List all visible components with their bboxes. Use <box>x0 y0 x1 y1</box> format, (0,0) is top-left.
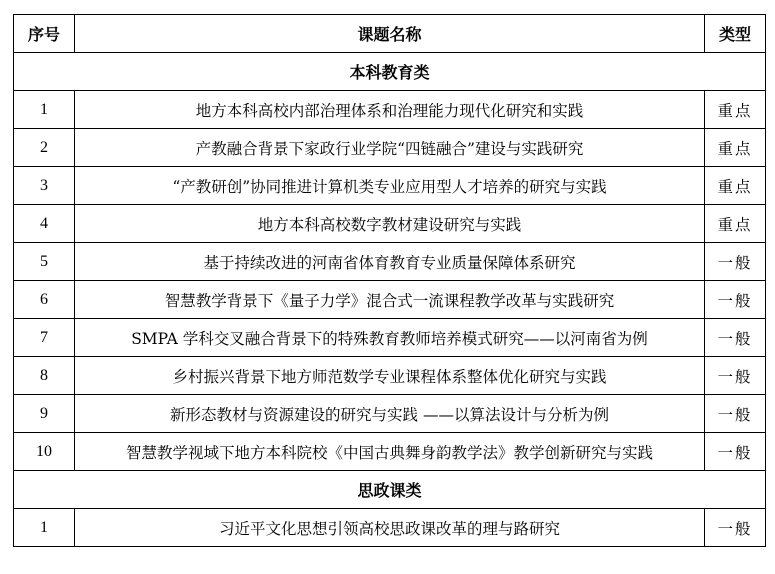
row-type: 一般 <box>705 509 766 547</box>
project-table <box>13 14 766 547</box>
row-type: 一般 <box>705 357 766 395</box>
row-type: 重点 <box>705 167 766 205</box>
table-row <box>14 319 766 357</box>
row-number: 1 <box>14 91 75 129</box>
row-title: 产教融合背景下家政行业学院“四链融合”建设与实践研究 <box>75 129 705 167</box>
row-type: 一般 <box>705 433 766 471</box>
table-row <box>14 205 766 243</box>
table-row <box>14 129 766 167</box>
table-row <box>14 281 766 319</box>
table-row <box>14 167 766 205</box>
row-type: 一般 <box>705 319 766 357</box>
table-row <box>14 395 766 433</box>
row-title: 乡村振兴背景下地方师范数学专业课程体系整体优化研究与实践 <box>75 357 705 395</box>
table-row <box>14 357 766 395</box>
row-number: 10 <box>14 433 75 471</box>
table-row <box>14 509 766 547</box>
table-header-row <box>14 15 766 53</box>
section-heading: 本科教育类 <box>14 53 766 91</box>
header-type: 类型 <box>705 15 766 53</box>
row-title: “产教研创”协同推进计算机类专业应用型人才培养的研究与实践 <box>75 167 705 205</box>
row-type: 重点 <box>705 129 766 167</box>
table-row <box>14 243 766 281</box>
row-title: 基于持续改进的河南省体育教育专业质量保障体系研究 <box>75 243 705 281</box>
row-title: 地方本科高校内部治理体系和治理能力现代化研究和实践 <box>75 91 705 129</box>
row-type: 重点 <box>705 91 766 129</box>
header-title: 课题名称 <box>75 15 705 53</box>
row-type: 一般 <box>705 395 766 433</box>
row-number: 4 <box>14 205 75 243</box>
row-number: 9 <box>14 395 75 433</box>
row-title: 习近平文化思想引领高校思政课改革的理与路研究 <box>75 509 705 547</box>
header-no: 序号 <box>14 15 75 53</box>
row-number: 5 <box>14 243 75 281</box>
row-title: 新形态教材与资源建设的研究与实践 ——以算法设计与分析为例 <box>75 395 705 433</box>
row-number: 1 <box>14 509 75 547</box>
row-title: SMPA 学科交叉融合背景下的特殊教育教师培养模式研究——以河南省为例 <box>75 319 705 357</box>
row-title: 地方本科高校数字教材建设研究与实践 <box>75 205 705 243</box>
section-row <box>14 53 766 91</box>
row-type: 一般 <box>705 243 766 281</box>
row-type: 重点 <box>705 205 766 243</box>
table-row <box>14 91 766 129</box>
section-heading: 思政课类 <box>14 471 766 509</box>
row-number: 7 <box>14 319 75 357</box>
row-number: 3 <box>14 167 75 205</box>
row-title: 智慧教学视域下地方本科院校《中国古典舞身韵教学法》教学创新研究与实践 <box>75 433 705 471</box>
row-title: 智慧教学背景下《量子力学》混合式一流课程教学改革与实践研究 <box>75 281 705 319</box>
section-row <box>14 471 766 509</box>
table-row <box>14 433 766 471</box>
row-number: 8 <box>14 357 75 395</box>
row-type: 一般 <box>705 281 766 319</box>
row-number: 6 <box>14 281 75 319</box>
row-number: 2 <box>14 129 75 167</box>
